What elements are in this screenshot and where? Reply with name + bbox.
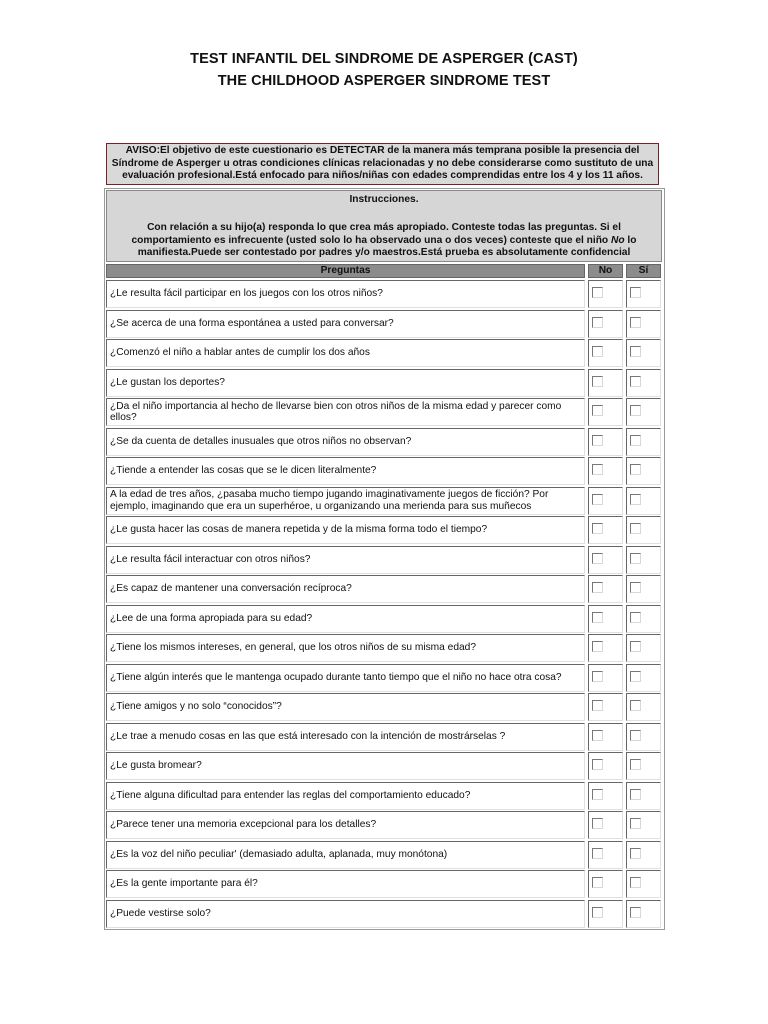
answer-no-cell[interactable] (588, 782, 623, 810)
question-label: ¿Parece tener una memoria excepcional para los detalles? (110, 819, 377, 831)
yes-checkbox[interactable] (630, 287, 641, 298)
instructions-text-after: lo manifiesta.Puede ser contestado por padres y/o maestros.Está prueba es absolutamente confidencial (137, 234, 637, 258)
question-label: ¿Le gusta hacer las cosas de manera repetida y de la misma forma todo el tiempo? (110, 524, 488, 536)
question-label: ¿Tiene alguna dificultad para entender las reglas del comportamiento educado? (110, 789, 471, 801)
answer-yes-cell[interactable] (626, 487, 661, 515)
answer-yes-cell[interactable] (626, 782, 661, 810)
table-row (106, 693, 664, 721)
answer-no-cell[interactable] (588, 723, 623, 751)
question-text (106, 369, 585, 397)
answer-yes-cell[interactable] (626, 516, 661, 544)
answer-yes-cell[interactable] (626, 428, 661, 456)
no-checkbox[interactable] (592, 494, 603, 505)
no-checkbox[interactable] (592, 877, 603, 888)
answer-no-cell[interactable] (588, 428, 623, 456)
no-checkbox[interactable] (592, 759, 603, 770)
no-checkbox[interactable] (592, 789, 603, 800)
question-text (106, 782, 585, 810)
question-text (106, 811, 585, 839)
yes-checkbox[interactable] (630, 789, 641, 800)
no-checkbox[interactable] (592, 346, 603, 357)
answer-yes-cell[interactable] (626, 575, 661, 603)
no-checkbox[interactable] (592, 582, 603, 593)
table-row (106, 811, 664, 839)
question-text (106, 900, 585, 928)
question-text (106, 457, 585, 485)
answer-no-cell[interactable] (588, 870, 623, 898)
answer-yes-cell[interactable] (626, 723, 661, 751)
question-text (106, 693, 585, 721)
question-label: ¿Comenzó el niño a hablar antes de cumplir los dos años (110, 347, 370, 359)
answer-no-cell[interactable] (588, 634, 623, 662)
answer-no-cell[interactable] (588, 900, 623, 928)
yes-checkbox[interactable] (630, 700, 641, 711)
answer-yes-cell[interactable] (626, 605, 661, 633)
question-text (106, 398, 585, 426)
notice-box (106, 143, 659, 185)
header-yes: Sí (626, 264, 661, 278)
table-row (106, 428, 664, 456)
notice-text: AVISO:El objetivo de este cuestionario es DETECTAR de la manera más temprana posible la presencia del Síndrome de Asperger u otras condiciones clínicas relacionadas y no debe considerarse como sustituto de una evaluación profesional.Está enfocado para niños/niñas con edades comprendidas entre los 4 y los 11 años. (111, 145, 654, 182)
no-checkbox[interactable] (592, 523, 603, 534)
question-text (106, 310, 585, 338)
question-text (106, 546, 585, 574)
answer-no-cell[interactable] (588, 310, 623, 338)
answer-no-cell[interactable] (588, 575, 623, 603)
answer-no-cell[interactable] (588, 693, 623, 721)
answer-no-cell[interactable] (588, 546, 623, 574)
answer-yes-cell[interactable] (626, 398, 661, 426)
question-text (106, 723, 585, 751)
table-row (106, 339, 664, 367)
answer-no-cell[interactable] (588, 752, 623, 780)
table-row (106, 575, 664, 603)
question-text (106, 516, 585, 544)
instructions-title: Instrucciones. (349, 194, 419, 205)
answer-yes-cell[interactable] (626, 546, 661, 574)
question-text (106, 664, 585, 692)
question-text (106, 428, 585, 456)
question-text (106, 487, 585, 515)
table-row (106, 546, 664, 574)
yes-checkbox[interactable] (630, 641, 641, 652)
question-label: ¿Tiene amigos y no solo “conocidos”? (110, 701, 282, 713)
no-checkbox[interactable] (592, 435, 603, 446)
yes-checkbox[interactable] (630, 464, 641, 475)
answer-no-cell[interactable] (588, 664, 623, 692)
table-row (106, 457, 664, 485)
answer-yes-cell[interactable] (626, 841, 661, 869)
question-text (106, 280, 585, 308)
question-label: ¿Lee de una forma apropiada para su edad? (110, 612, 313, 624)
table-row (106, 516, 664, 544)
no-checkbox[interactable] (592, 376, 603, 387)
answer-yes-cell[interactable] (626, 811, 661, 839)
instructions-text (110, 222, 658, 260)
question-text (106, 752, 585, 780)
answer-yes-cell[interactable] (626, 693, 661, 721)
table-row (106, 398, 664, 426)
table-row (106, 723, 664, 751)
question-text (106, 339, 585, 367)
no-checkbox[interactable] (592, 612, 603, 623)
answer-no-cell[interactable] (588, 841, 623, 869)
table-row (106, 782, 664, 810)
yes-checkbox[interactable] (630, 494, 641, 505)
table-row (106, 664, 664, 692)
header-questions: Preguntas (106, 264, 585, 278)
question-text (106, 605, 585, 633)
question-label: ¿Le gusta bromear? (110, 760, 202, 772)
answer-no-cell[interactable] (588, 605, 623, 633)
instructions-text-before: Con relación a su hijo(a) responda lo que crea más apropiado. Conteste todas las preguntas. Si el comportamiento es infrecuente (usted solo lo ha observado una o dos veces) conteste que el niño (131, 222, 621, 246)
question-label: ¿Es la gente importante para él? (110, 878, 258, 890)
question-label: ¿Tiene algún interés que le mantenga ocupado durante tanto tiempo que el niño no hace otra cosa? (110, 671, 562, 683)
yes-checkbox[interactable] (630, 730, 641, 741)
title-line-2: THE CHILDHOOD ASPERGER SINDROME TEST (217, 73, 551, 89)
answer-no-cell[interactable] (588, 280, 623, 308)
question-text (106, 575, 585, 603)
yes-checkbox[interactable] (630, 582, 641, 593)
yes-checkbox[interactable] (630, 523, 641, 534)
yes-checkbox[interactable] (630, 435, 641, 446)
no-checkbox[interactable] (592, 405, 603, 416)
instructions-text-emphasis: No (611, 234, 625, 246)
yes-checkbox[interactable] (630, 818, 641, 829)
answer-no-cell[interactable] (588, 339, 623, 367)
table-row (106, 634, 664, 662)
question-text (106, 841, 585, 869)
table-row (106, 280, 664, 308)
no-checkbox[interactable] (592, 464, 603, 475)
no-checkbox[interactable] (592, 730, 603, 741)
table-row (106, 841, 664, 869)
instructions-box (106, 190, 662, 262)
answer-no-cell[interactable] (588, 457, 623, 485)
no-checkbox[interactable] (592, 848, 603, 859)
yes-checkbox[interactable] (630, 848, 641, 859)
question-label: A la edad de tres años, ¿pasaba mucho tiempo jugando imaginativamente juegos de ficción? Por ejemplo, imaginando que era un superhéroe, u organizando una merienda para sus muñecos (110, 489, 549, 512)
answer-yes-cell[interactable] (626, 870, 661, 898)
answer-yes-cell[interactable] (626, 664, 661, 692)
question-label: ¿Le resulta fácil participar en los juegos con los otros niños? (110, 288, 383, 300)
question-label: ¿Tiene los mismos intereses, en general, que los otros niños de su misma edad? (110, 642, 476, 654)
answer-no-cell[interactable] (588, 487, 623, 515)
no-checkbox[interactable] (592, 700, 603, 711)
answer-yes-cell[interactable] (626, 457, 661, 485)
no-checkbox[interactable] (592, 671, 603, 682)
header-no: No (588, 264, 623, 278)
no-checkbox[interactable] (592, 317, 603, 328)
no-checkbox[interactable] (592, 287, 603, 298)
yes-checkbox[interactable] (630, 553, 641, 564)
answer-yes-cell[interactable] (626, 752, 661, 780)
yes-checkbox[interactable] (630, 907, 641, 918)
question-label: ¿Le gustan los deportes? (110, 376, 225, 388)
table-row (106, 487, 664, 515)
yes-checkbox[interactable] (630, 759, 641, 770)
table-row (106, 310, 664, 338)
table-row (106, 605, 664, 633)
question-label: ¿Se acerca de una forma espontánea a usted para conversar? (110, 317, 394, 329)
table-row (106, 752, 664, 780)
question-label: ¿Tiende a entender las cosas que se le dicen literalmente? (110, 465, 377, 477)
question-label: ¿Le resulta fácil interactuar con otros niños? (110, 553, 311, 565)
question-label: ¿Se da cuenta de detalles inusuales que otros niños no observan? (110, 435, 412, 447)
answer-yes-cell[interactable] (626, 369, 661, 397)
no-checkbox[interactable] (592, 818, 603, 829)
yes-checkbox[interactable] (630, 612, 641, 623)
yes-checkbox[interactable] (630, 317, 641, 328)
question-label: ¿Es capaz de mantener una conversación recíproca? (110, 583, 352, 595)
yes-checkbox[interactable] (630, 376, 641, 387)
question-text (106, 634, 585, 662)
answer-yes-cell[interactable] (626, 900, 661, 928)
table-row (106, 870, 664, 898)
no-checkbox[interactable] (592, 641, 603, 652)
answer-yes-cell[interactable] (626, 339, 661, 367)
title-line-1: TEST INFANTIL DEL SINDROME DE ASPERGER (CAST) (190, 51, 578, 67)
answer-yes-cell[interactable] (626, 280, 661, 308)
question-label: ¿Es la voz del niño peculiar' (demasiado adulta, aplanada, muy monótona) (110, 848, 448, 860)
yes-checkbox[interactable] (630, 877, 641, 888)
no-checkbox[interactable] (592, 553, 603, 564)
table-row (106, 369, 664, 397)
no-checkbox[interactable] (592, 907, 603, 918)
table-row (106, 900, 664, 928)
question-text (106, 870, 585, 898)
yes-checkbox[interactable] (630, 405, 641, 416)
yes-checkbox[interactable] (630, 346, 641, 357)
answer-yes-cell[interactable] (626, 310, 661, 338)
answer-no-cell[interactable] (588, 398, 623, 426)
yes-checkbox[interactable] (630, 671, 641, 682)
answer-yes-cell[interactable] (626, 634, 661, 662)
answer-no-cell[interactable] (588, 369, 623, 397)
question-label: ¿Le trae a menudo cosas en las que está interesado con la intención de mostrárselas ? (110, 730, 506, 742)
document-title (0, 48, 768, 92)
answer-no-cell[interactable] (588, 811, 623, 839)
question-label: ¿Puede vestirse solo? (110, 907, 211, 919)
answer-no-cell[interactable] (588, 516, 623, 544)
question-label: ¿Da el niño importancia al hecho de llevarse bien con otros niños de la misma edad y parecer como ellos? (110, 400, 562, 423)
